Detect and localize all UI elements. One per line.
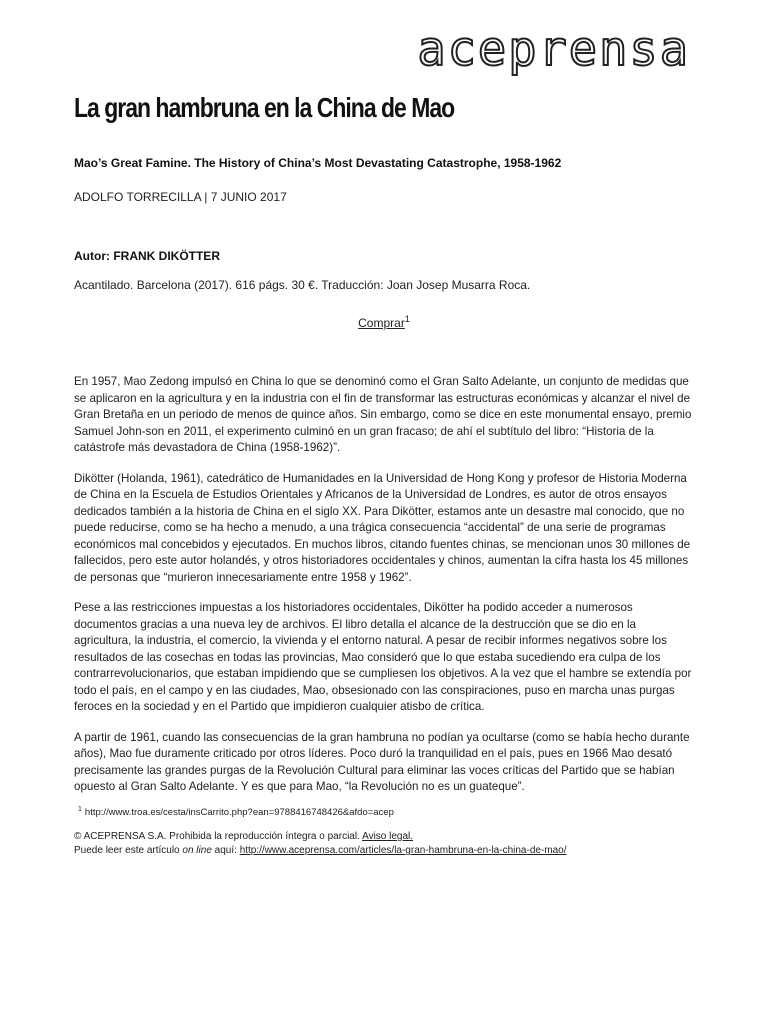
book-author: Autor: FRANK DIKÖTTER xyxy=(74,249,220,263)
copyright-line xyxy=(74,830,567,844)
footnote-url: http://www.troa.es/cesta/insCarrito.php?ean=9788416748426&afdo=acep xyxy=(84,807,394,819)
buy-section xyxy=(0,314,768,330)
article-url-link[interactable]: http://www.aceprensa.com/articles/la-gran-hambruna-en-la-china-de-mao/ xyxy=(239,845,567,856)
buy-link[interactable]: Comprar xyxy=(358,316,405,330)
paragraph: Pese a las restricciones impuestas a los historiadores occidentales, Dikötter ha podido acceder a numerosos documentos gracias a una nueva ley de archivos. El libro detalla el alcance de la destrucción que se dio en la agricultura, la industria, el comercio, la vivienda y el entorno natural. A pesar de recibir informes negativos sobre los resultados de las cosechas en todas las provincias, Mao consideró que lo que estaba sucediendo era culpa de los contrarrevolucionarios, que estaban impidiendo que se cumpliesen los objetivos. A la vez que el hambre se extendía por todo el país, en el campo y en las ciudades, Mao, obsesionado con las conspiraciones, puso en marcha unas purgas feroces en la sociedad y en el Partido que impidieron cualquier atisbo de crítica. xyxy=(74,601,692,713)
article-title: La gran hambruna en la China de Mao xyxy=(74,92,455,123)
online-line xyxy=(74,844,567,858)
buy-footnote-ref: 1 xyxy=(404,314,410,324)
paragraph: En 1957, Mao Zedong impulsó en China lo que se denominó como el Gran Salto Adelante, un conjunto de medidas que se aplicaron en la agricultura y en la industria con el fin de transformar las estructuras económicas y alcanzar el nivel de Gran Bretaña en un periodo de menos de quince años. Sin embargo, como se dice en este monumental ensayo, premio Samuel John-son en 2011, el experimento culminó en un gran fracaso; de ahí el subtítulo del libro: “Historia de la catástrofe más devastadora de China (1958-1962)”. xyxy=(74,375,692,454)
paragraph: Dikötter (Holanda, 1961), catedrático de Humanidades en la Universidad de Hong Kong y profesor de Historia Moderna de China en la Escuela de Estudios Orientales y Africanos de la Universidad de Londres, es autor de otros ensayos dedicados también a la historia de China en el siglo XX. Para Dikötter, estamos ante un desastre mal conocido, que no puede reducirse, como se ha hecho a menudo, a una trágica consecuencia “accidental” de una serie de programas económicos mal concebidos y ejecutados. En muchos libros, citando fuentes chinas, se mencionan unos 30 millones de fallecidos, pero este autor holandés, y otros historiadores occidentales y chinos, aumentan la cifra hasta los 45 millones de personas que “murieron innecesariamente entre 1958 y 1962”. xyxy=(74,471,691,584)
footnote-number: 1 xyxy=(78,806,82,813)
aceprensa-logo: aceprensa xyxy=(417,22,690,77)
online-prefix: Puede leer este artículo xyxy=(74,845,180,856)
book-original-title: Mao’s Great Famine. The History of China’s Most Devastating Catastrophe, 1958-1962 xyxy=(74,156,562,170)
footnote xyxy=(78,806,394,818)
online-suffix: aquí: xyxy=(214,845,237,856)
copyright-block xyxy=(74,830,567,858)
paragraph: A partir de 1961, cuando las consecuencias de la gran hambruna no podían ya ocultarse (como se había hecho durante años), Mao fue duramente criticado por otros líderes. Poco duró la tranquilidad en el país, pues en 1966 Mao desató precisamente las grandes purgas de la Revolución Cultural para eliminar las voces críticas del Partido que se habían opuesto al Gran Salto Adelante. Y es que para Mao, “la Revolución no es un guateque”. xyxy=(74,730,690,793)
article-body xyxy=(74,374,696,810)
byline: ADOLFO TORRECILLA | 7 JUNIO 2017 xyxy=(74,190,287,204)
legal-notice-link[interactable]: Aviso legal. xyxy=(362,831,414,842)
copyright-text: © ACEPRENSA S.A. Prohibida la reproducción íntegra o parcial. xyxy=(74,831,360,842)
online-term: on line xyxy=(182,845,212,856)
publication-info: Acantilado. Barcelona (2017). 616 págs. 30 €. Traducción: Joan Josep Musarra Roca. xyxy=(74,278,531,292)
